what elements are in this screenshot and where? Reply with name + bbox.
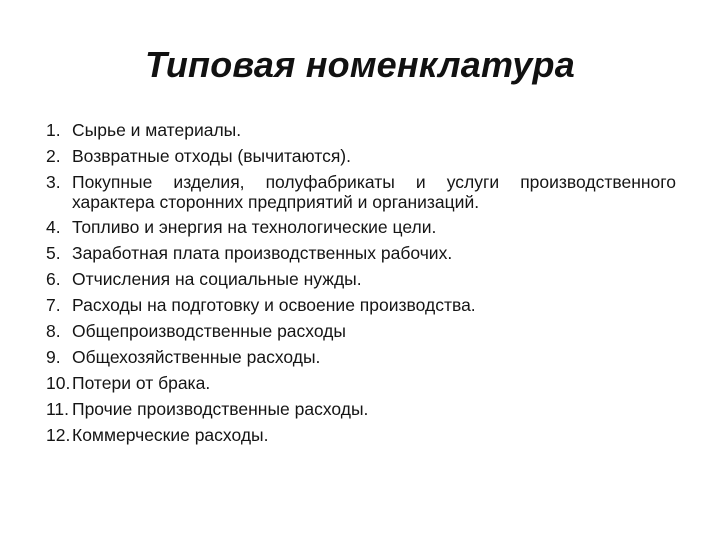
- list-item-number: 9.: [46, 347, 61, 367]
- list-item: [46, 321, 676, 342]
- list-item-number: 8.: [46, 321, 61, 341]
- list-item-number: 11.: [46, 399, 70, 419]
- list-item-text: Топливо и энергия на технологические цели.: [72, 217, 437, 237]
- list-item-number: 6.: [46, 269, 61, 289]
- list-item-text: Потери от брака.: [72, 373, 211, 393]
- list-item: [46, 347, 676, 368]
- list-item-text: Заработная плата производственных рабочих.: [72, 243, 453, 263]
- list-item-number: 1.: [46, 120, 61, 140]
- list-item-text: Сырье и материалы.: [72, 120, 242, 140]
- list-item-number: 12.: [46, 425, 71, 445]
- list-item: [46, 399, 676, 420]
- list-item-text: Отчисления на социальные нужды.: [72, 269, 362, 289]
- list-item-text: Общепроизводственные расходы: [72, 321, 346, 341]
- list-item-number: 7.: [46, 295, 61, 315]
- list-item: [46, 243, 676, 264]
- list-item-number: 3.: [46, 172, 61, 192]
- list-item-text: Общехозяйственные расходы.: [72, 347, 321, 367]
- list-item: [46, 295, 676, 316]
- list-item: [46, 120, 676, 141]
- cost-items-list: [46, 120, 676, 451]
- list-item: [46, 269, 676, 290]
- list-item-number: 5.: [46, 243, 61, 263]
- list-item-number: 10.: [46, 373, 71, 393]
- list-item: [46, 217, 676, 238]
- list-item-number: 4.: [46, 217, 61, 237]
- list-item-number: 2.: [46, 146, 61, 166]
- list-item: [46, 146, 676, 167]
- list-item-text: Коммерческие расходы.: [72, 425, 269, 445]
- list-item: [46, 425, 676, 446]
- list-item: [46, 172, 676, 212]
- list-item-text: Возвратные отходы (вычитаются).: [72, 146, 352, 166]
- list-item-text: Покупные изделия, полуфабрикаты и услуги производственного характера сторонних предприятий и организаций.: [72, 172, 676, 212]
- list-item-text: Прочие производственные расходы.: [72, 399, 369, 419]
- list-item-text: Расходы на подготовку и освоение производства.: [72, 295, 476, 315]
- slide-title: Типовая номенклатура: [145, 44, 575, 85]
- list-item: [46, 373, 676, 394]
